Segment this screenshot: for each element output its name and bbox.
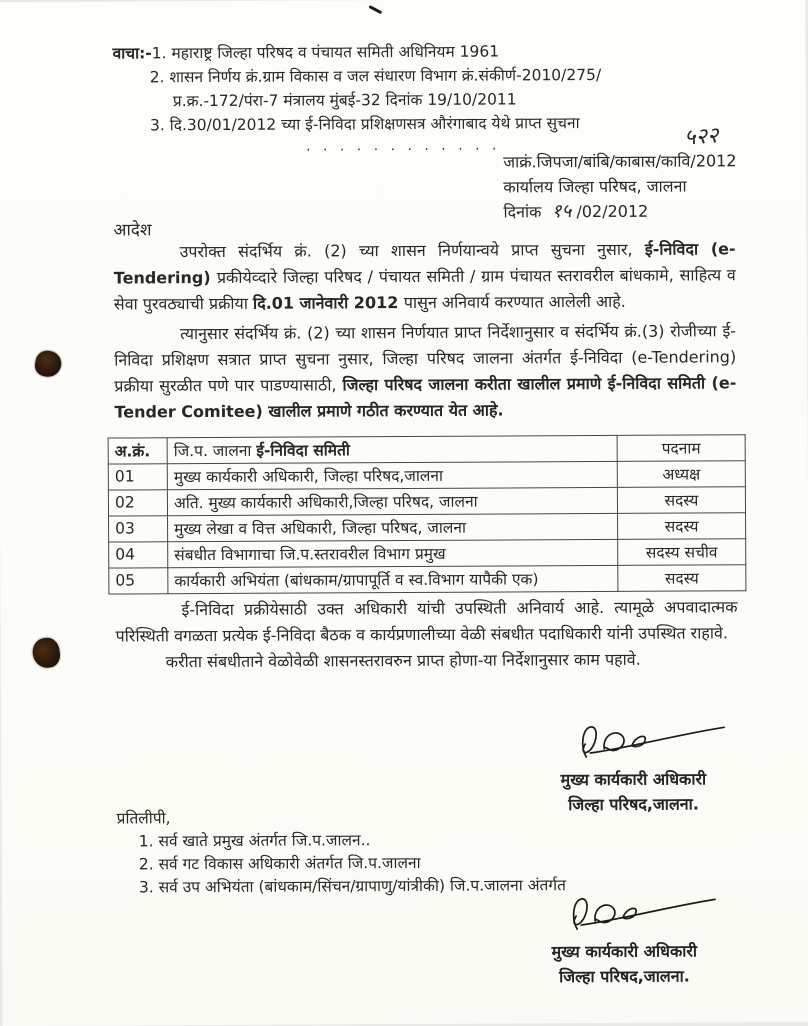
- header-serial-no: अ.क्रं.: [108, 438, 167, 464]
- ink-blob-lower: [31, 636, 62, 670]
- copies-item-2: 2. सर्व गट विकास अधिकारी अंतर्गत जि.प.जालना: [138, 853, 421, 874]
- signature-scribble-icon: [529, 892, 719, 935]
- signatory-office: जिल्हा परिषद,जालना.: [559, 966, 690, 987]
- paragraph-1-seg-4-bold: दि.01 जानेवारी 2012: [252, 292, 404, 313]
- office-name: कार्यालय जिल्हा परिषद, जालना: [503, 176, 687, 197]
- cell-serial: 02: [108, 490, 167, 516]
- ink-blob-upper: [33, 348, 64, 379]
- copies-block: [117, 805, 566, 899]
- reference-line-4: [113, 111, 602, 138]
- cell-designation: सदस्य: [617, 487, 745, 514]
- order-heading: आदेश: [113, 220, 152, 241]
- table-row: [109, 513, 746, 542]
- handwritten-page-number: ५२२: [683, 123, 720, 151]
- signatory-office: जिल्हा परिषद,जालना.: [568, 794, 699, 815]
- paragraph-3-text-1: ई-निविदा प्रक्रीयेसाठी उक्त अधिकारी यांची उपस्थिती अनिवार्य आहे. त्यामूळे अपवादात्मक परिस्थिती वगळता प्रत्येक ई-निविदा बैठक व कार्यप्रणालीच्या वेळी संबधीत पदाधिकारी यांनी उपस्थित राहावे.: [115, 597, 738, 646]
- cell-member: मुख्य लेखा व वित्त अधिकारी, जिल्हा परिषद, जालना: [168, 513, 618, 541]
- reference-item-3-num: 3.: [149, 116, 165, 135]
- header-committee-bold: ई-निविदा समिती: [256, 441, 350, 460]
- copies-item-1: 1. सर्व खाते प्रमुख अंतर्गत जि.प.जालन..: [138, 831, 371, 851]
- reference-item-2-continuation: प्र.क्र.-172/पंरा-7 मंत्रालय मुंबई-32 दिनांक 19/10/2011: [172, 90, 517, 111]
- date-line: [503, 198, 736, 224]
- date-label: दिनांक: [503, 202, 542, 222]
- table-row: [108, 487, 745, 516]
- dotted-separator: . . . . . . . . . . . .: [306, 137, 501, 155]
- paragraph-1-seg-3: प्रकीयेव्दारे जिल्हा परिषद / पंचायत समिती / ग्राम पंचायत स्तरावरील बांधकामे, साहित्य व सेवा पुरवठ्याची प्रक्रीया: [113, 265, 736, 314]
- reference-item-1-text: महाराष्ट्र जिल्हा परिषद व पंचायत समिती अधिनियम 1961: [171, 42, 500, 63]
- header-designation: पदनाम: [617, 435, 745, 462]
- signatory-designation: मुख्य कार्यकारी अधिकारी: [551, 941, 698, 962]
- header-committee: [167, 435, 617, 463]
- reference-label: वाचा:-: [112, 44, 152, 63]
- paragraph-1-seg-5: पासुन अनिवार्य करण्यात आलेली आहे.: [403, 291, 626, 312]
- copies-label: प्रतिलीपी,: [116, 809, 171, 828]
- date-rest: /02/2012: [576, 201, 649, 222]
- cell-member: संबधीत विभागाचा जि.प.स्तरावरील विभाग प्रमुख: [168, 539, 618, 567]
- cell-serial: 04: [109, 542, 168, 568]
- cell-member: मुख्य कार्यकारी अधिकारी, जिल्हा परिषद,जालना: [167, 461, 617, 489]
- signatory-designation: मुख्य कार्यकारी अधिकारी: [560, 769, 707, 790]
- paragraph-1: [114, 236, 736, 317]
- reference-item-1-num: 1.: [151, 44, 167, 63]
- cell-serial: 01: [108, 464, 167, 490]
- table-header-row: [108, 435, 745, 464]
- cell-designation: सदस्य सचीव: [618, 539, 746, 566]
- reference-list: [113, 39, 602, 138]
- signature-scribble-icon: [538, 720, 728, 763]
- signature-block-1: [523, 720, 743, 817]
- ink-mark-top: [368, 5, 382, 14]
- cell-serial: 05: [109, 568, 168, 594]
- letterhead-block: [503, 148, 737, 224]
- paragraph-2-seg-1: त्यानुसार संदर्भिय क्रं. (2) च्या शासन निर्णयात प्राप्त निर्देशानुसार व संदर्भिय क्रं.(3) रोजीच्या ई-निविदा प्रशिक्षण सत्रात प्राप्त सुचना नुसार, जिल्हा परिषद जालना अंतर्गत ई-निविदा (e-Tendering) प्रक्रीया सुरळीत पणे पार पाडण्यासाठी,: [114, 321, 737, 396]
- table-row: [109, 565, 746, 594]
- cell-designation: सदस्य: [618, 565, 746, 592]
- header-committee-plain: जि.प. जालना: [173, 441, 257, 461]
- paragraph-3-text-2: करीता संबधीताने वेळोवेळी शासनस्तरावरुन प्राप्त होणा-या निर्देशानुसार काम पहावे.: [165, 649, 641, 672]
- copies-item-3: 3. सर्व उप अभियंता (बांधकाम/सिंचन/ग्रापाणु/यांत्रीकी) जि.प.जालना अंतर्गत: [138, 876, 566, 897]
- cell-designation: सदस्य: [618, 513, 746, 540]
- reference-line-1: [113, 39, 602, 66]
- paragraph-2-seg-2-bold: जिल्हा परिषद जालना करीता खालील प्रमाणे ई-निविदा समिती (e-Tender Comitee) खालील प्रमाणे गठीत करण्यात येत आहे.: [114, 373, 737, 422]
- reference-item-2-text: शासन निर्णय क्रं.ग्राम विकास व जल संधारण विभाग क्रं.संकीर्ण-2010/275/: [169, 65, 602, 87]
- cell-designation: अध्यक्ष: [617, 461, 745, 488]
- signature-block-2: [514, 892, 734, 989]
- date-day-handwritten: १५: [551, 200, 572, 223]
- reference-item-3-text: दि.30/01/2012 च्या ई-निविदा प्रशिक्षणसत्र औरंगाबाद येथे प्राप्त सुचना: [169, 114, 580, 135]
- table-row: [108, 461, 745, 490]
- reference-line-3: [113, 87, 602, 114]
- reference-item-2-num: 2.: [149, 68, 165, 87]
- paragraph-1-seg-1: उपरोक्त संदर्भिय क्रं. (2) च्या शासन निर्णयान्वये प्राप्त सुचना नुसार,: [179, 239, 645, 262]
- paragraph-3: [115, 594, 737, 675]
- table-row: [109, 539, 746, 568]
- cell-member: कार्यकारी अभियंता (बांधकाम/ग्रापापूर्ति व स्व.विभाग यापैकी एक): [168, 565, 618, 593]
- committee-table: [108, 434, 747, 594]
- outward-number: जाक्रं.जिपजा/बांबि/काबास/कावि/2012: [503, 151, 737, 172]
- paragraph-2: [114, 318, 737, 425]
- cell-serial: 03: [109, 516, 168, 542]
- paragraph-1-seg-2-bold: ई-निविदा (e-Tendering): [113, 239, 736, 288]
- reference-line-2: [113, 63, 602, 90]
- cell-member: अति. मुख्य कार्यकारी अधिकारी,जिल्हा परिषद, जालना: [167, 487, 617, 515]
